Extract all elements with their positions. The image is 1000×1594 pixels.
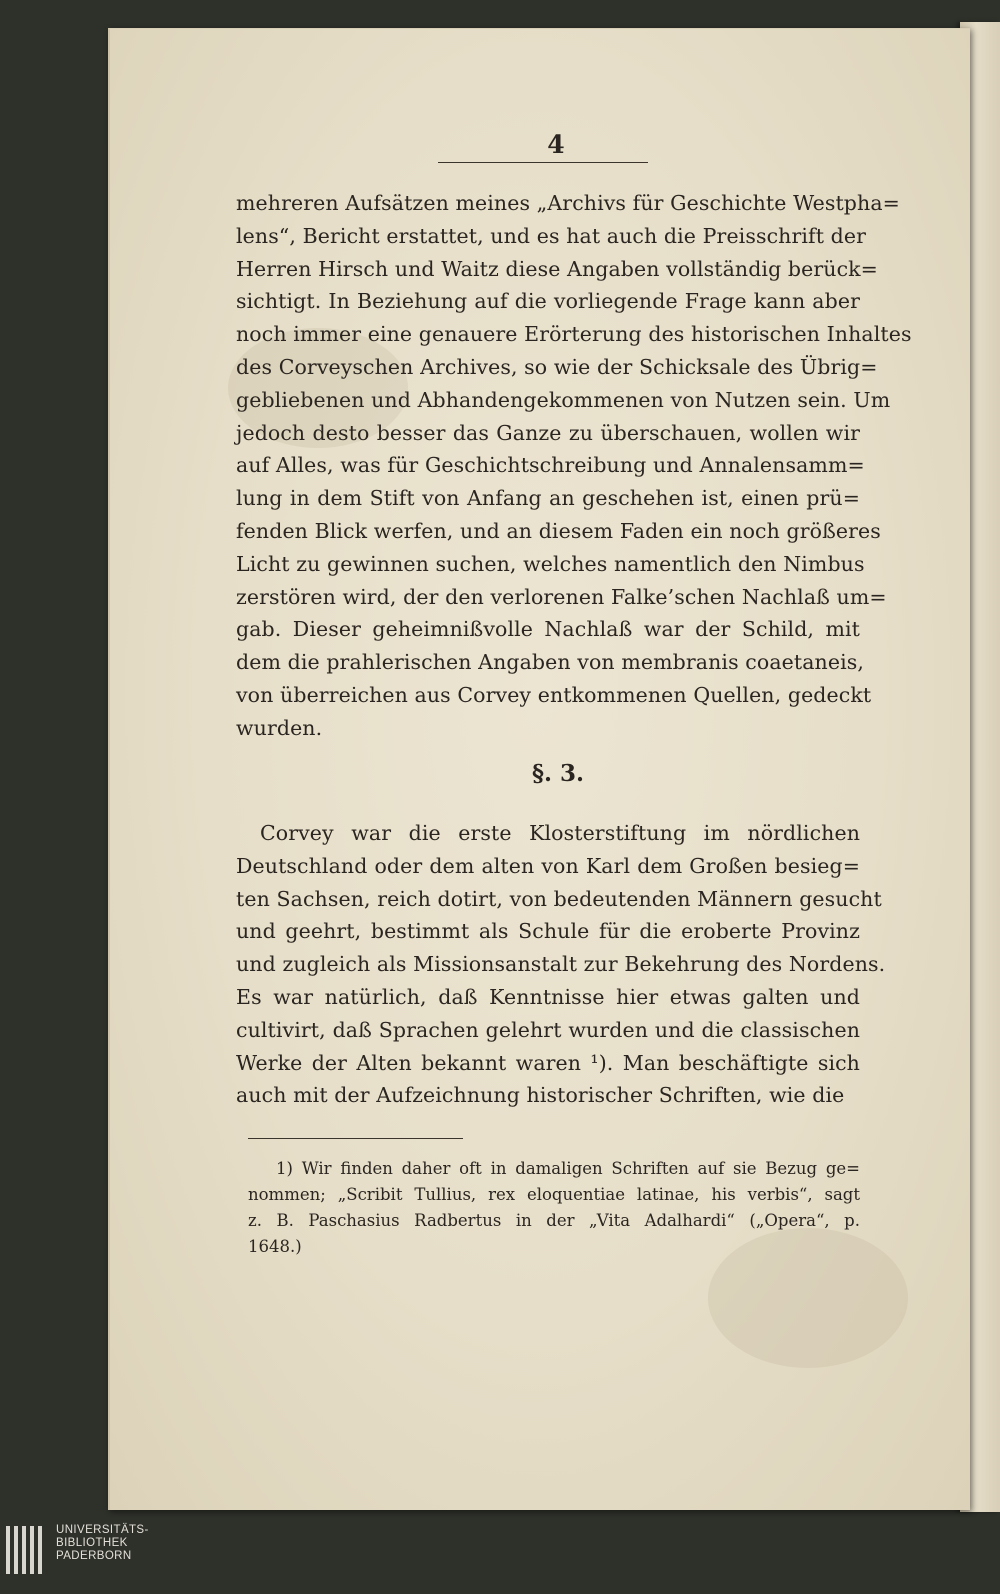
text-line: lung in dem Stift von Anfang an geschehen ist, einen prü= [236,486,860,511]
book-page [108,28,970,1510]
text-line: lens“, Bericht erstattet, und es hat auch die Preisschrift der [236,223,867,248]
text-line: jedoch desto besser das Ganze zu überschauen, wollen wir [236,420,860,445]
logo-line: PADERBORN [56,1550,132,1562]
text-line: auf Alles, was für Geschichtschreibung und Annalensamm= [236,453,865,478]
text-line: mehreren Aufsätzen meines „Archivs für Geschichte Westpha= [236,191,900,215]
header-rule [438,162,648,163]
text-line: Deutschland oder dem alten von Karl dem Großen besieg= [236,853,860,878]
footnote-line: 1) Wir finden daher oft in damaligen Schriften auf sie Bezug ge= [276,1159,860,1178]
text-line: gab. Dieser geheimnißvolle Nachlaß war der Schild, mit [236,617,860,642]
text-line: fenden Blick werfen, und an diesem Faden ein noch größeres [236,519,881,543]
footnote-line: nommen; „Scribit Tullius, rex eloquentiae latinae, his verbis“, sagt [248,1185,860,1204]
text-line: des Corveyschen Archives, so wie der Schicksale des Übrig= [236,355,878,379]
text-line: Es war natürlich, daß Kenntnisse hier etwas galten und [236,985,860,1009]
footnote-line: z. B. Paschasius Radbertus in der „Vita Adalhardi“ („Opera“, p. [248,1211,860,1230]
section-heading: §. 3. [531,760,585,787]
text-line: gebliebenen und Abhandengekommenen von Nutzen sein. Um [236,387,891,412]
text-line: Corvey war die erste Klosterstiftung im nördlichen [260,821,860,845]
text-line: auch mit der Aufzeichnung historischer Schriften, wie die [236,1083,845,1108]
library-logo-text [56,1524,149,1563]
text-line: und zugleich als Missionsanstalt zur Bekehrung des Nordens. [236,952,886,977]
page-number: 4 [547,130,565,159]
logo-line: BIBLIOTHEK [56,1537,128,1549]
text-line: Licht zu gewinnen suchen, welches namentlich den Nimbus [236,551,865,576]
text-line: Herren Hirsch und Waitz diese Angaben vollständig berück= [236,256,878,281]
text-line: noch immer eine genauere Erörterung des historischen Inhaltes [236,322,912,347]
text-line: und geehrt, bestimmt als Schule für die eroberte Provinz [236,919,860,944]
library-footer [0,1518,1000,1594]
text-line: sichtigt. In Beziehung auf die vorliegende Frage kann aber [236,289,860,314]
text-line: cultivirt, daß Sprachen gelehrt wurden und die classischen [236,1017,860,1042]
footnote-rule [248,1138,463,1139]
text-line: von überreichen aus Corvey entkommenen Quellen, gedeckt [236,683,872,707]
text-line: wurden. [236,715,323,740]
text-line: ten Sachsen, reich dotirt, von bedeutenden Männern gesucht [236,886,882,911]
logo-line: UNIVERSITÄTS- [56,1524,149,1536]
text-line: zerstören wird, der den verlorenen Falke’schen Nachlaß um= [236,584,887,609]
footnote-line: 1648.) [248,1237,302,1256]
text-line: Werke der Alten bekannt waren ¹). Man beschäftigte sich [236,1050,860,1075]
library-logo-icon [6,1526,46,1574]
text-line: dem die prahlerischen Angaben von membranis coaetaneis, [236,650,864,675]
